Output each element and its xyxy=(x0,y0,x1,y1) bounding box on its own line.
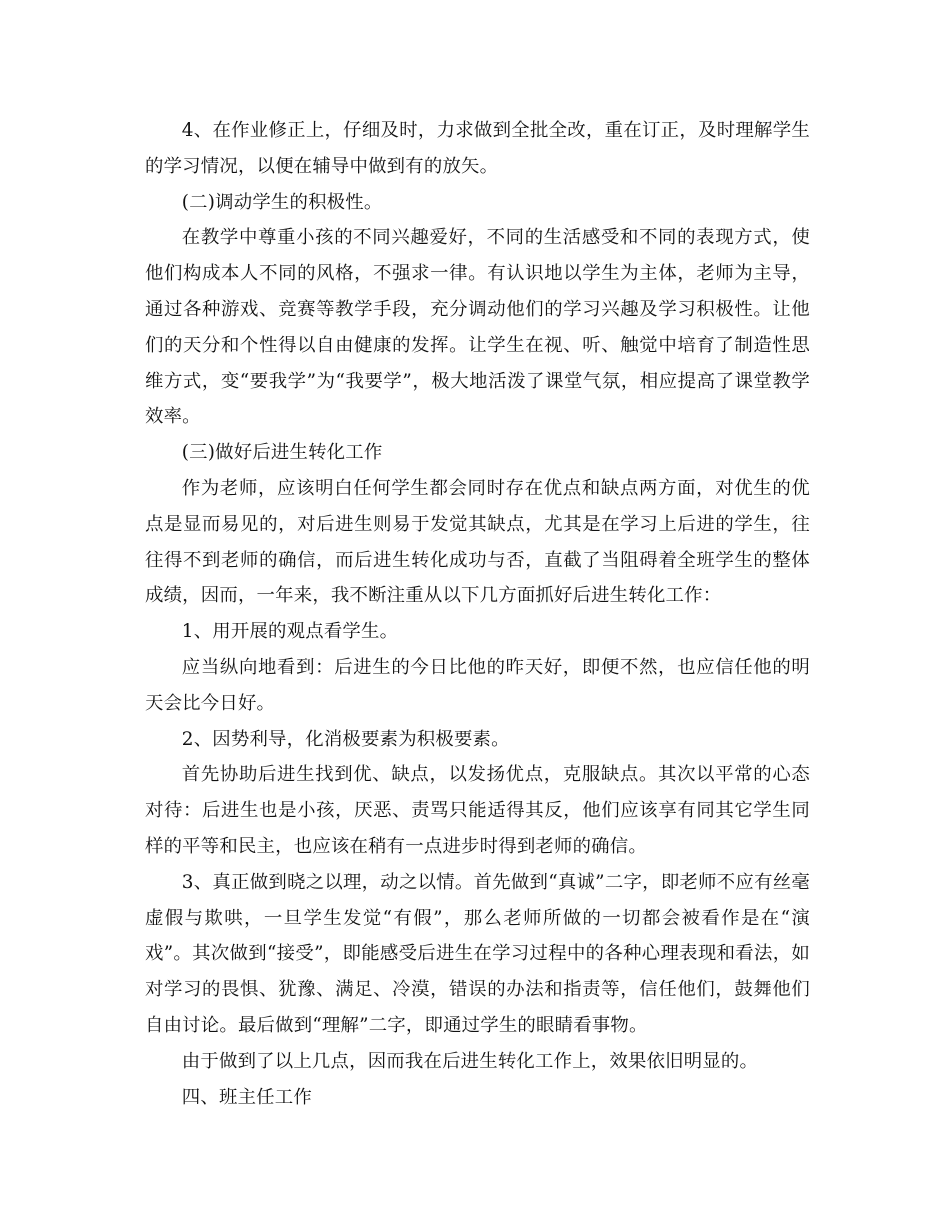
paragraph-student-motivation: 在教学中尊重小孩的不同兴趣爱好，不同的生活感受和不同的表现方式，使他们构成本人不同的风格，不强求一律。有认识地以学生为主体，老师为主导，通过各种游戏、竞赛等教学手段，充分调动他们的学习兴趣及学习积极性。让他们的天分和个性得以自由健康的发挥。让学生在视、听、触觉中培育了制造性思维方式，变“要我学”为“我要学”，极大地活泼了课堂气氛，相应提高了课堂教学效率。 xyxy=(145,227,810,428)
list-item-guide-positive: 2、因势利导，化消极要素为积极要素。 xyxy=(181,728,510,750)
paragraph-guide-positive: 首先协助后进生找到优、缺点，以发扬优点，克服缺点。其次以平常的心态对待：后进生也是小孩，厌恶、责骂只能适得其反，他们应该享有同其它学生同样的平等和民主，也应该在稍有一点进步时得到老师的确信。 xyxy=(145,764,810,857)
heading-struggling-students: (三)做好后进生转化工作 xyxy=(181,442,383,464)
heading-class-teacher-work: 四、班主任工作 xyxy=(181,1086,312,1108)
document-body xyxy=(145,113,810,1115)
list-item-development-view: 1、用开展的观点看学生。 xyxy=(181,621,399,643)
paragraph-development-view: 应当纵向地看到：后进生的今日比他的昨天好，即便不然，也应信任他的明天会比今日好。 xyxy=(145,656,810,714)
heading-student-motivation: (二)调动学生的积极性。 xyxy=(181,191,383,213)
paragraph-results: 由于做到了以上几点，因而我在后进生转化工作上，效果依旧明显的。 xyxy=(181,1050,759,1072)
paragraph-homework-correction: 4、在作业修正上，仔细及时，力求做到全批全改，重在订正，及时理解学生的学习情况，以便在辅导中做到有的放矢。 xyxy=(145,120,810,177)
paragraph-reason-and-emotion: 3、真正做到晓之以理，动之以情。首先做到“真诚”二字，即老师不应有丝毫虚假与欺哄，一旦学生发觉“有假”，那么老师所做的一切都会被看作是在“演戏”。其次做到“接受”，即能感受后进生在学习过程中的各种心理表现和看法，如对学习的畏惧、犹豫、满足、冷漠，错误的办法和指责等，信任他们，鼓舞他们自由讨论。最后做到“理解”二字，即通过学生的眼睛看事物。 xyxy=(145,871,810,1036)
paragraph-struggling-students: 作为老师，应该明白任何学生都会同时存在优点和缺点两方面，对优生的优点是显而易见的，对后进生则易于发觉其缺点，尤其是在学习上后进的学生，往往得不到老师的确信，而后进生转化成功与否，直截了当阻碍着全班学生的整体成绩，因而，一年来，我不断注重从以下几方面抓好后进生转化工作： xyxy=(145,477,810,607)
